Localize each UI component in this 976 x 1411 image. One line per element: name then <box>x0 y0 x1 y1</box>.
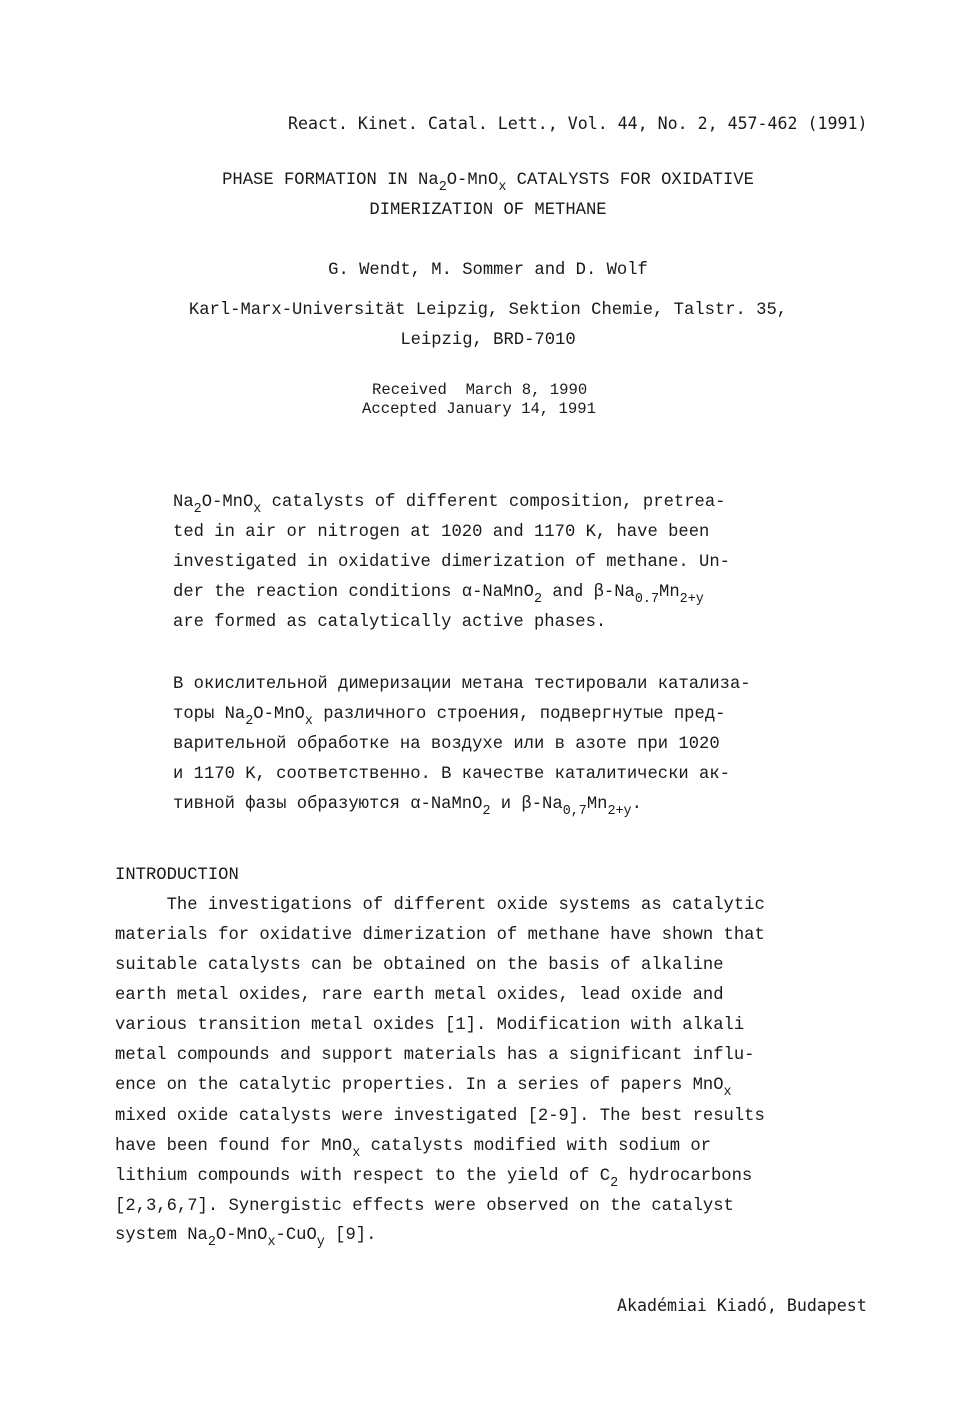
abstract-en-line: investigated in oxidative dimerization of methane. Un- <box>173 553 730 572</box>
affiliation-line-1: Karl-Marx-Universität Leipzig, Sektion Chemie, Talstr. 35, <box>188 301 788 320</box>
text: catalysts of different composition, pretrea- <box>261 493 726 512</box>
abstract-en-line <box>173 493 726 518</box>
abstract-ru-line <box>173 705 726 730</box>
subscript: 2 <box>207 1235 216 1251</box>
text: system Na <box>115 1226 208 1245</box>
title-text: PHASE FORMATION IN Na <box>222 171 439 190</box>
publisher-footer: Akadémiai Kiadó, Budapest <box>617 1296 867 1315</box>
abstract-ru-line: В окислительной димеризации метана тестировали катализа- <box>173 675 751 694</box>
text: O-MnO <box>201 493 254 512</box>
text: Mn <box>659 583 680 602</box>
subscript: x <box>253 502 262 518</box>
affiliation-line-2: Leipzig, BRD-7010 <box>400 331 576 350</box>
subscript: 0.7 <box>634 592 660 608</box>
text: O-MnO <box>253 705 305 724</box>
title-line-2: DIMERIZATION OF METHANE <box>369 201 607 220</box>
text: der the reaction conditions α-NaMnO <box>173 583 534 602</box>
subscript: x <box>304 714 313 730</box>
subscript: y <box>316 1235 325 1251</box>
journal-citation: React. Kinet. Catal. Lett., Vol. 44, No. 2, 457-462 (1991) <box>288 114 868 133</box>
text: Na <box>173 493 194 512</box>
subscript: x <box>723 1085 732 1101</box>
text: and β-Na <box>542 583 635 602</box>
abstract-ru-line: и 1170 K, соответственно. В качестве каталитически ак- <box>173 765 730 784</box>
subscript: 0,7 <box>562 804 587 820</box>
text: lithium compounds with respect to the yield of C <box>115 1167 611 1186</box>
text: [9]. <box>324 1226 377 1245</box>
title-line-1 <box>0 171 976 196</box>
subscript: 2 <box>482 804 491 820</box>
accepted-date: Accepted January 14, 1991 <box>362 400 596 418</box>
text: тивной фазы образуются α-NaMnO <box>173 795 483 814</box>
body-line: earth metal oxides, rare earth metal oxides, lead oxide and <box>115 986 724 1005</box>
authors: G. Wendt, M. Sommer and D. Wolf <box>328 261 648 280</box>
received-date: Received March 8, 1990 <box>372 381 588 399</box>
body-line <box>115 1076 732 1101</box>
subscript: x <box>352 1146 361 1162</box>
subscript: 2 <box>438 180 447 196</box>
subscript: x <box>498 180 507 196</box>
subscript: x <box>267 1235 276 1251</box>
body-line <box>115 1167 753 1192</box>
text: ence on the catalytic properties. In a series of papers MnO <box>115 1076 724 1095</box>
subscript: 2 <box>245 714 254 730</box>
body-line <box>115 1137 711 1162</box>
subscript: 2+y <box>607 804 632 820</box>
body-line: The investigations of different oxide systems as catalytic <box>115 896 765 915</box>
abstract-en-line: ted in air or nitrogen at 1020 and 1170 K, have been <box>173 523 710 542</box>
body-line: mixed oxide catalysts were investigated [2-9]. The best results <box>115 1107 765 1126</box>
body-line <box>115 1226 377 1251</box>
text: . <box>631 795 642 814</box>
text: различного строения, подвергнутые пред- <box>312 705 726 724</box>
abstract-en-line: are formed as catalytically active phases. <box>173 613 607 632</box>
abstract-en-line <box>173 583 704 608</box>
text: have been found for MnO <box>115 1137 353 1156</box>
subscript: 2+y <box>679 592 704 608</box>
subscript: 2 <box>193 502 202 518</box>
text: Mn <box>586 795 608 814</box>
text: -CuO <box>275 1226 317 1245</box>
text: и β-Na <box>490 795 563 814</box>
body-line: various transition metal oxides [1]. Modification with alkali <box>115 1016 745 1035</box>
text: hydrocarbons <box>618 1167 753 1186</box>
body-line: [2,3,6,7]. Synergistic effects were observed on the catalyst <box>115 1197 734 1216</box>
abstract-ru-line: варительной обработке на воздухе или в азоте при 1020 <box>173 735 720 754</box>
body-line: suitable catalysts can be obtained on the basis of alkaline <box>115 956 724 975</box>
body-line: materials for oxidative dimerization of methane have shown that <box>115 926 765 945</box>
text: O-MnO <box>215 1226 268 1245</box>
section-heading: INTRODUCTION <box>115 866 239 885</box>
title-text: O-MnO <box>446 171 499 190</box>
subscript: 2 <box>610 1176 619 1192</box>
subscript: 2 <box>534 592 543 608</box>
body-line: metal compounds and support materials has a significant influ- <box>115 1046 755 1065</box>
abstract-ru-line <box>173 795 642 820</box>
text: catalysts modified with sodium or <box>360 1137 711 1156</box>
text: торы Na <box>173 705 246 724</box>
title-text: CATALYSTS FOR OXIDATIVE <box>506 171 754 190</box>
